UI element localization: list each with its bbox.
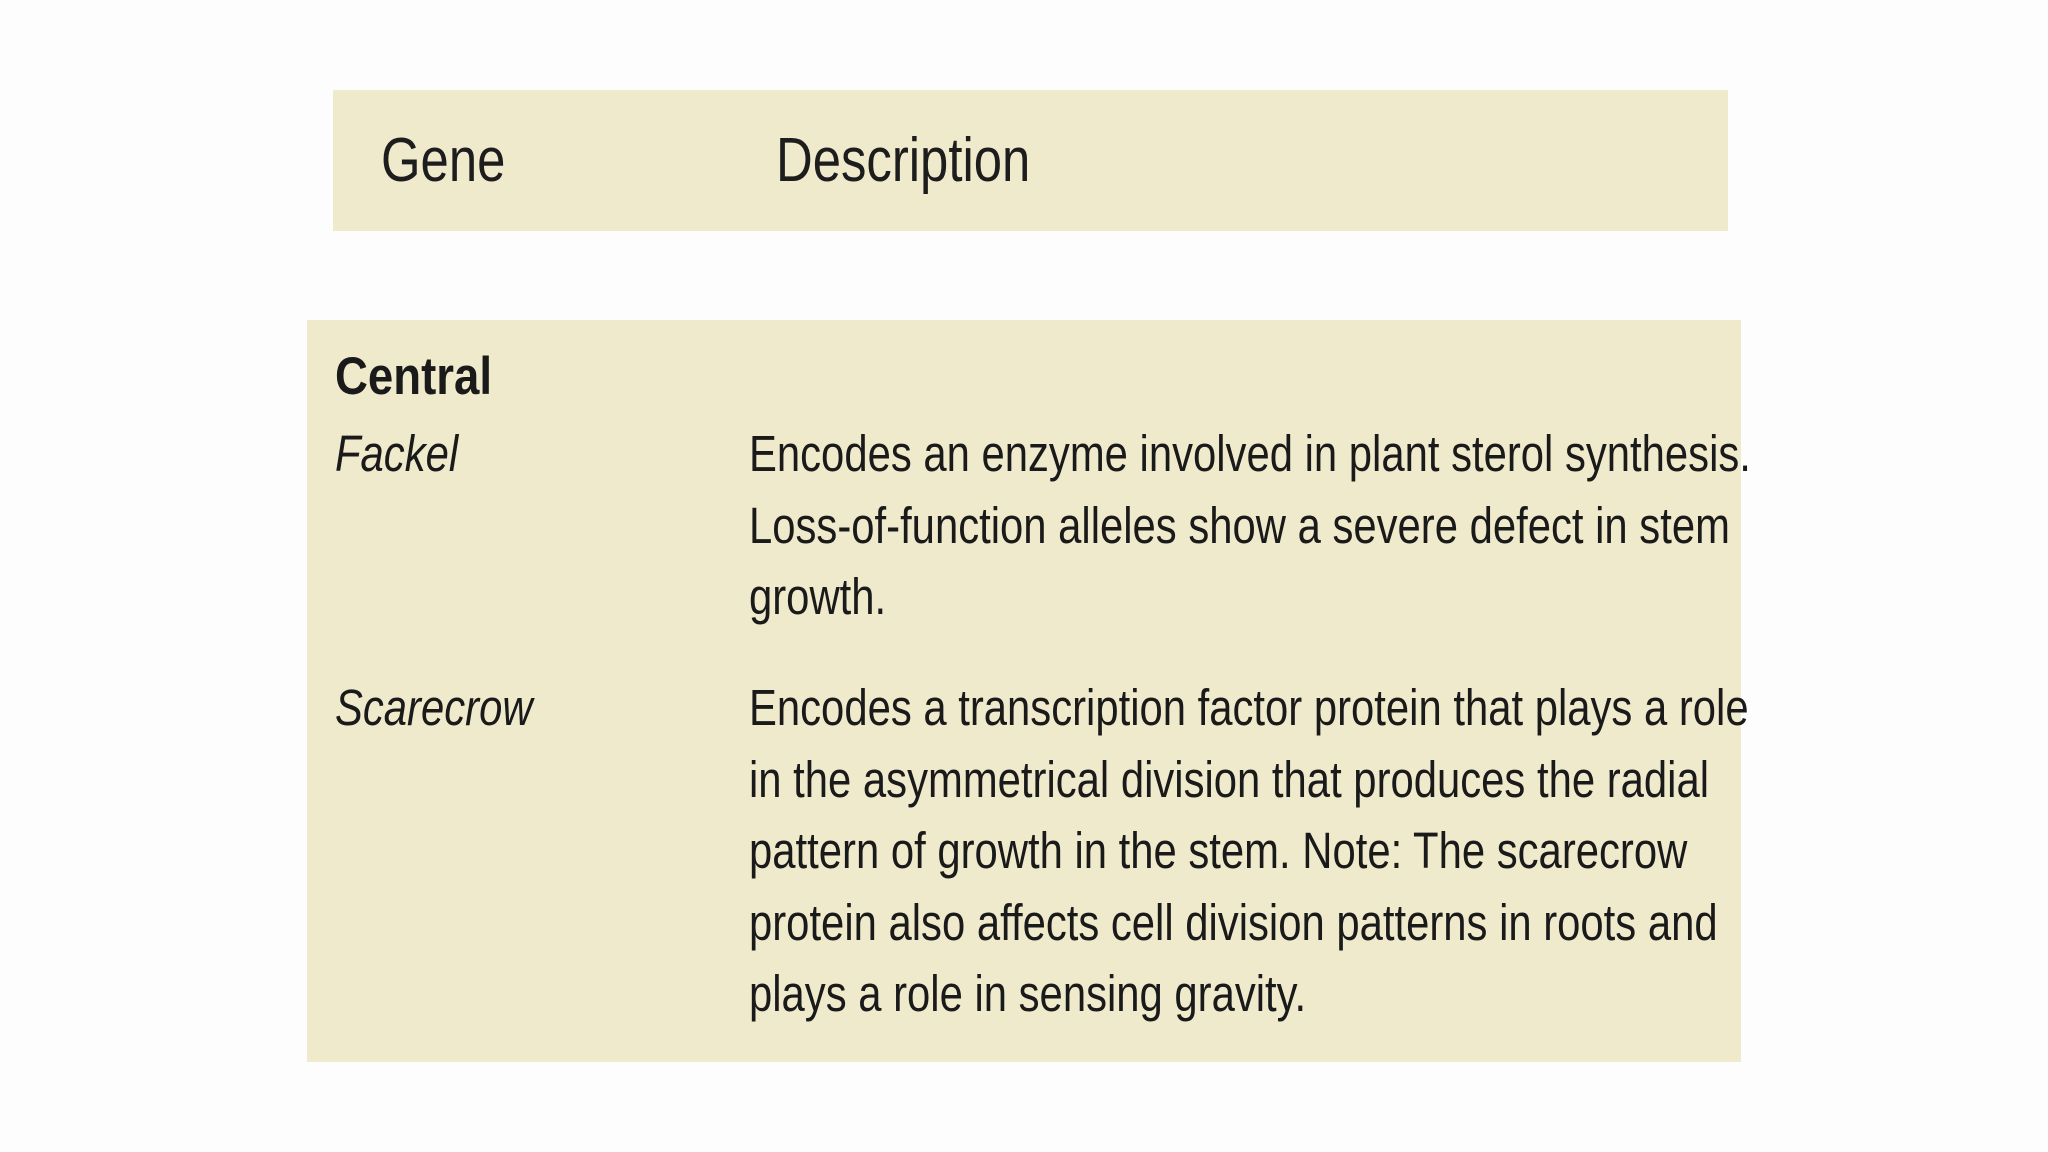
description-line: Encodes a transcription factor protein that plays a role: [749, 679, 1749, 736]
column-header-gene: Gene: [381, 125, 506, 195]
table-body: [307, 320, 1751, 1062]
description-line: pattern of growth in the stem. Note: The scarecrow: [749, 822, 1688, 879]
gene-description: [749, 672, 1749, 1030]
table-header: [333, 90, 1728, 231]
gene-name: Fackel: [335, 425, 459, 482]
description-line: plays a role in sensing gravity.: [749, 965, 1307, 1022]
description-line: in the asymmetrical division that produces the radial: [749, 750, 1710, 808]
description-line: Loss-of-function alleles show a severe defect in stem: [749, 496, 1730, 554]
description-line: protein also affects cell division patterns in roots and: [749, 893, 1718, 951]
gene-name: Scarecrow: [335, 679, 533, 736]
description-line: Encodes an enzyme involved in plant sterol synthesis.: [749, 425, 1751, 482]
section-heading: Central: [335, 347, 493, 406]
gene-description: [749, 418, 1751, 633]
column-header-description: Description: [776, 125, 1031, 195]
description-line: growth.: [749, 568, 887, 625]
